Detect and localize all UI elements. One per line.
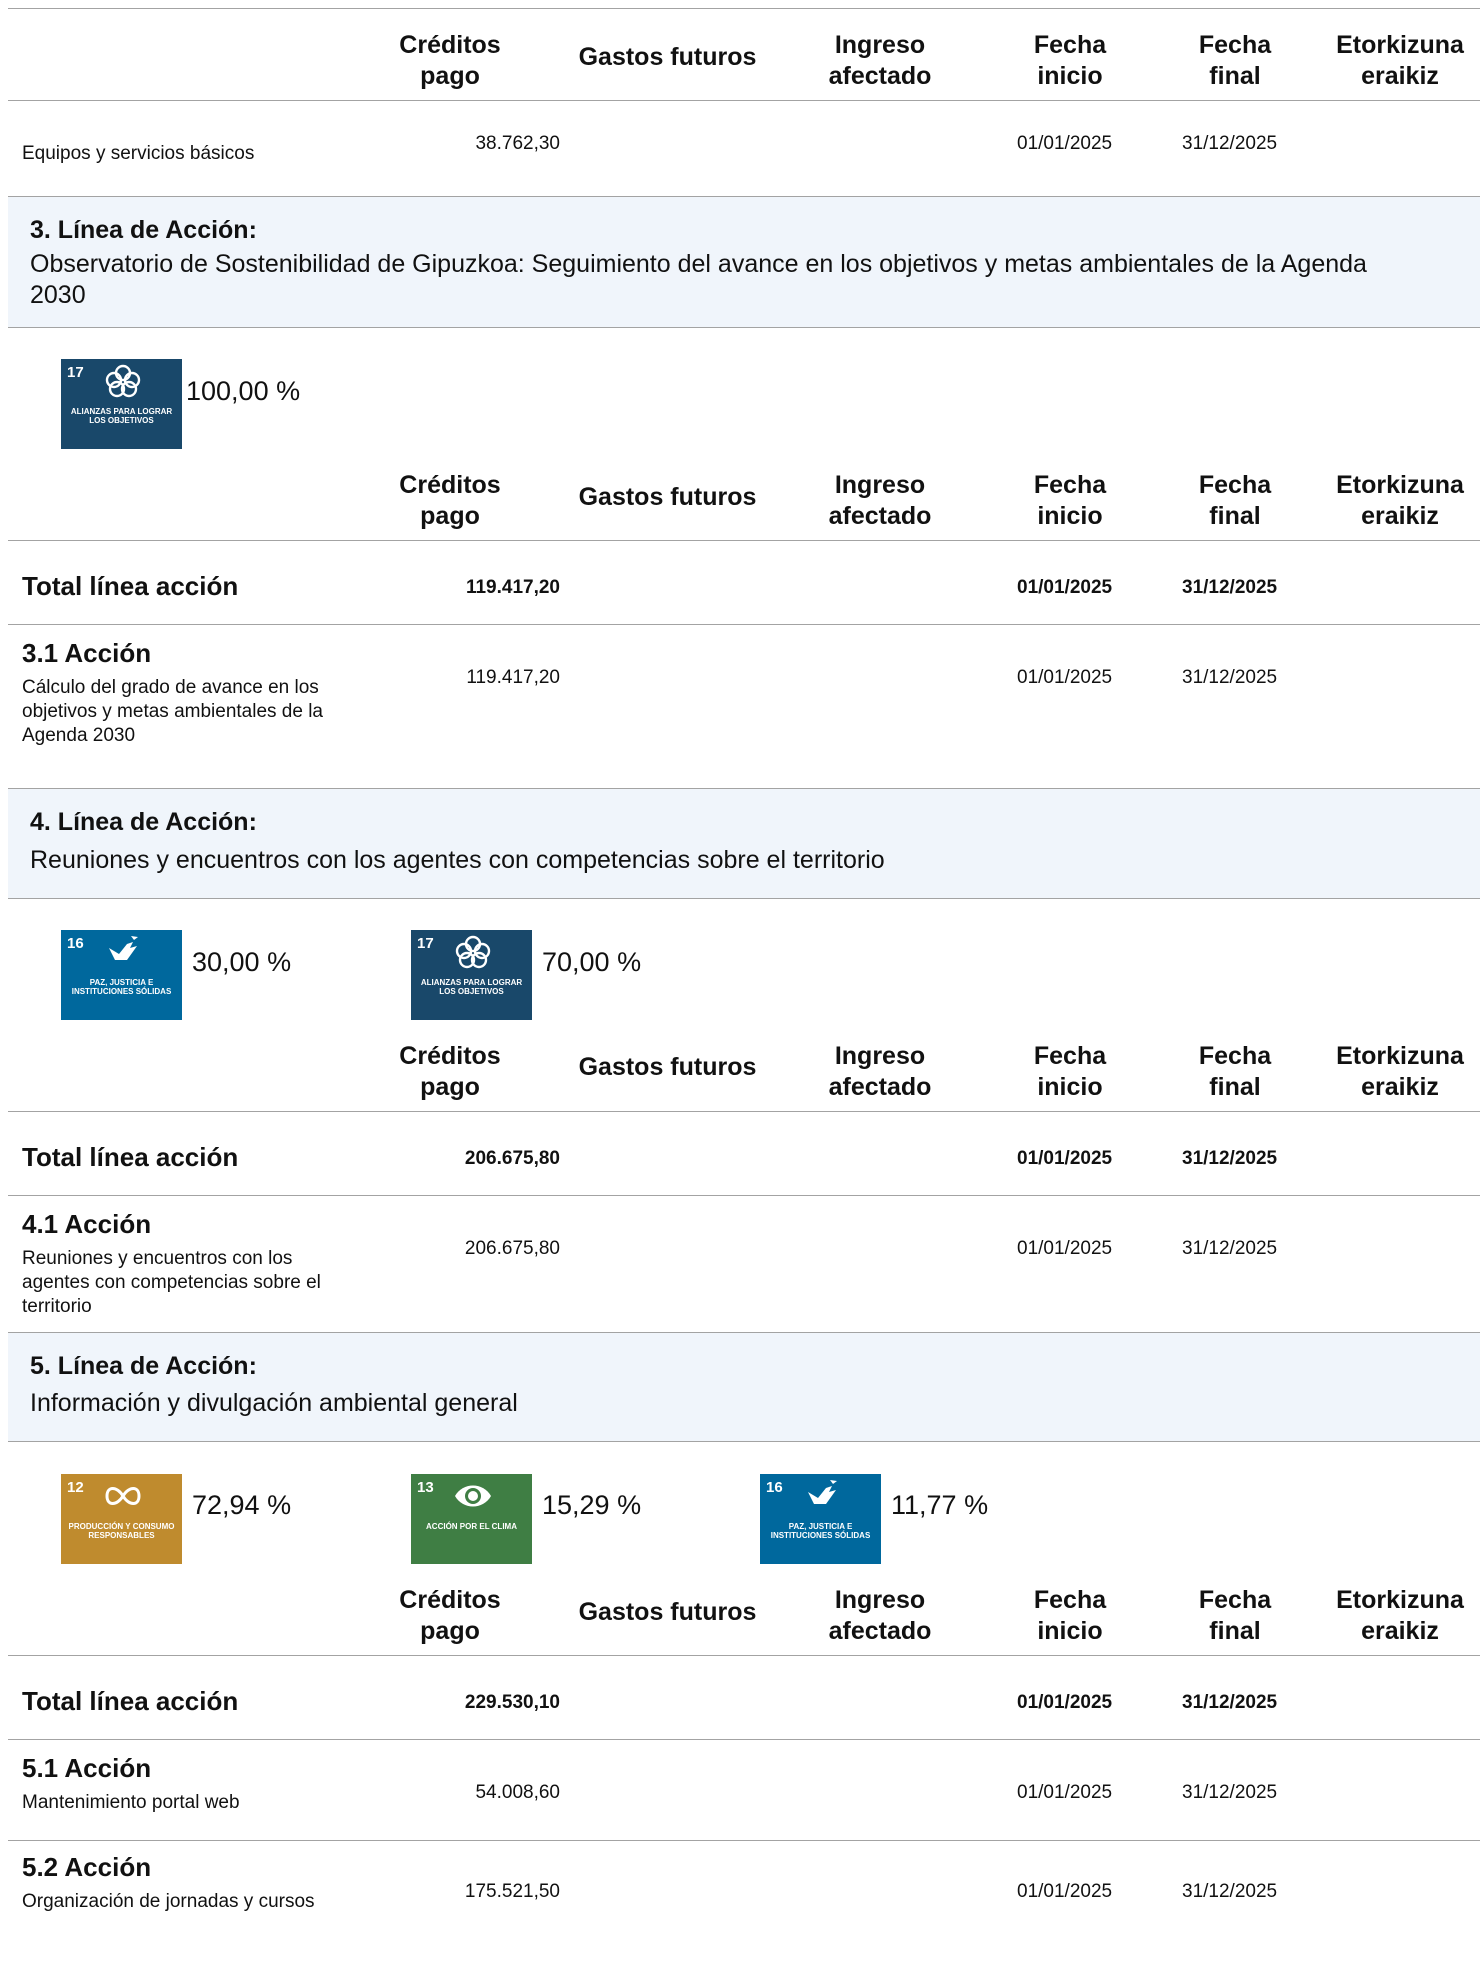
fecha-inicio-value: 01/01/2025 xyxy=(1017,667,1113,688)
sdg-number: 12 xyxy=(67,1479,84,1496)
divider xyxy=(8,8,1480,9)
header-gastos: Gastos futuros xyxy=(578,43,757,71)
sdg-percent: 11,77 % xyxy=(891,1490,989,1520)
divider xyxy=(8,1840,1480,1841)
row-label: Equipos y servicios básicos xyxy=(22,143,255,164)
header-ingreso: Ingreso afectado xyxy=(828,471,932,530)
header-gastos: Gastos futuros xyxy=(578,1053,757,1081)
dove-icon xyxy=(103,934,143,970)
fecha-inicio-value: 01/01/2025 xyxy=(1017,133,1113,154)
creditos-value: 119.417,20 xyxy=(465,577,560,598)
header-fecha-inicio: Fecha inicio xyxy=(1033,1586,1107,1645)
accion-description: Mantenimiento portal web xyxy=(22,1792,240,1813)
sdg-text: PAZ, JUSTICIA E INSTITUCIONES SÓLIDAS xyxy=(71,978,172,996)
divider xyxy=(8,898,1480,899)
accion-title: 5.2 Acción xyxy=(22,1852,152,1882)
divider xyxy=(8,1655,1480,1656)
sdg-badge xyxy=(61,930,182,1020)
fecha-final-value: 31/12/2025 xyxy=(1182,1238,1278,1259)
header-etorkizuna: Etorkizuna eraikiz xyxy=(1336,1586,1464,1645)
linea-description: Observatorio de Sostenibilidad de Gipuzkoa: Seguimiento del avance en los objetivos y metas ambientales de la Agenda 2030 xyxy=(30,250,1367,309)
sdg-badge xyxy=(61,359,182,449)
accion-description: Organización de jornadas y cursos xyxy=(22,1891,315,1912)
header-gastos: Gastos futuros xyxy=(578,1598,757,1626)
fecha-final-value: 31/12/2025 xyxy=(1182,133,1278,154)
header-ingreso: Ingreso afectado xyxy=(828,31,932,90)
sdg-percent: 15,29 % xyxy=(542,1490,642,1520)
accion-description: Cálculo del grado de avance en los objetivos y metas ambientales de la Agenda 2030 xyxy=(22,677,323,746)
header-fecha-inicio: Fecha inicio xyxy=(1033,1042,1107,1101)
flower-icon xyxy=(103,363,143,399)
linea-title: 5. Línea de Acción: xyxy=(30,1352,257,1380)
flower-icon xyxy=(453,934,493,970)
divider xyxy=(8,1111,1480,1112)
header-creditos: Créditos pago xyxy=(399,31,501,90)
accion-title: 3.1 Acción xyxy=(22,638,152,668)
fecha-inicio-value: 01/01/2025 xyxy=(1017,1692,1113,1713)
creditos-value: 206.675,80 xyxy=(464,1148,560,1169)
divider xyxy=(8,1195,1480,1196)
creditos-value: 229.530,10 xyxy=(464,1692,560,1713)
fecha-inicio-value: 01/01/2025 xyxy=(1017,1148,1113,1169)
header-creditos: Créditos pago xyxy=(399,471,501,530)
header-creditos: Créditos pago xyxy=(399,1042,501,1101)
sdg-text: ALIANZAS PARA LOGRAR LOS OBJETIVOS xyxy=(420,978,523,996)
header-fecha-inicio: Fecha inicio xyxy=(1033,31,1107,90)
sdg-number: 13 xyxy=(417,1479,434,1496)
sdg-badge xyxy=(760,1474,881,1564)
fecha-final-value: 31/12/2025 xyxy=(1182,1148,1278,1169)
fecha-inicio-value: 01/01/2025 xyxy=(1017,1881,1113,1902)
sdg-number: 17 xyxy=(67,364,84,381)
linea-title: 3. Línea de Acción: xyxy=(30,216,257,244)
sdg-text: ALIANZAS PARA LOGRAR LOS OBJETIVOS xyxy=(70,407,173,425)
fecha-inicio-value: 01/01/2025 xyxy=(1017,1238,1113,1259)
creditos-value: 119.417,20 xyxy=(466,667,560,688)
divider xyxy=(8,327,1480,328)
header-ingreso: Ingreso afectado xyxy=(828,1586,932,1645)
sdg-text: ACCIÓN POR EL CLIMA xyxy=(426,1522,517,1531)
header-etorkizuna: Etorkizuna eraikiz xyxy=(1336,31,1464,90)
creditos-value: 54.008,60 xyxy=(475,1782,560,1803)
fecha-final-value: 31/12/2025 xyxy=(1182,667,1278,688)
header-ingreso: Ingreso afectado xyxy=(828,1042,932,1101)
dove-icon xyxy=(802,1478,842,1514)
fecha-final-value: 31/12/2025 xyxy=(1182,1692,1278,1713)
header-fecha-final: Fecha final xyxy=(1198,1042,1272,1101)
creditos-value: 38.762,30 xyxy=(475,133,560,154)
infinity-icon xyxy=(103,1478,143,1514)
creditos-value: 206.675,80 xyxy=(464,1238,560,1259)
divider xyxy=(8,540,1480,541)
sdg-percent: 30,00 % xyxy=(192,947,292,977)
sdg-badge xyxy=(61,1474,182,1564)
header-gastos: Gastos futuros xyxy=(578,483,757,511)
fecha-final-value: 31/12/2025 xyxy=(1182,1782,1278,1803)
total-label: Total línea acción xyxy=(22,571,239,601)
header-fecha-final: Fecha final xyxy=(1198,1586,1272,1645)
accion-title: 4.1 Acción xyxy=(22,1209,152,1239)
accion-description: Reuniones y encuentros con los agentes con competencias sobre el territorio xyxy=(22,1248,321,1317)
sdg-badge xyxy=(411,1474,532,1564)
eye-globe-icon xyxy=(453,1478,493,1514)
divider xyxy=(8,1739,1480,1740)
linea-section xyxy=(8,1333,1480,1441)
divider xyxy=(8,624,1480,625)
header-etorkizuna: Etorkizuna eraikiz xyxy=(1336,1042,1464,1101)
header-creditos: Créditos pago xyxy=(399,1586,501,1645)
divider xyxy=(8,100,1480,101)
total-label: Total línea acción xyxy=(22,1686,239,1716)
linea-description: Información y divulgación ambiental general xyxy=(30,1389,518,1417)
sdg-text: PRODUCCIÓN Y CONSUMO RESPONSABLES xyxy=(68,1522,175,1540)
fecha-inicio-value: 01/01/2025 xyxy=(1017,1782,1113,1803)
total-label: Total línea acción xyxy=(22,1142,239,1172)
accion-title: 5.1 Acción xyxy=(22,1753,152,1783)
fecha-final-value: 31/12/2025 xyxy=(1182,577,1278,598)
linea-section xyxy=(8,197,1480,327)
creditos-value: 175.521,50 xyxy=(464,1881,560,1902)
sdg-number: 16 xyxy=(67,935,84,952)
sdg-number: 16 xyxy=(766,1479,783,1496)
header-fecha-final: Fecha final xyxy=(1198,31,1272,90)
linea-description: Reuniones y encuentros con los agentes con competencias sobre el territorio xyxy=(30,846,885,874)
header-etorkizuna: Etorkizuna eraikiz xyxy=(1336,471,1464,530)
sdg-percent: 100,00 % xyxy=(186,376,301,406)
fecha-final-value: 31/12/2025 xyxy=(1182,1881,1278,1902)
header-fecha-inicio: Fecha inicio xyxy=(1033,471,1107,530)
header-fecha-final: Fecha final xyxy=(1198,471,1272,530)
sdg-badge xyxy=(411,930,532,1020)
linea-section xyxy=(8,789,1480,898)
fecha-inicio-value: 01/01/2025 xyxy=(1017,577,1113,598)
linea-title: 4. Línea de Acción: xyxy=(30,808,257,836)
sdg-text: PAZ, JUSTICIA E INSTITUCIONES SÓLIDAS xyxy=(770,1522,871,1540)
sdg-number: 17 xyxy=(417,935,434,952)
divider xyxy=(8,1441,1480,1442)
sdg-percent: 72,94 % xyxy=(192,1490,292,1520)
sdg-percent: 70,00 % xyxy=(542,947,642,977)
